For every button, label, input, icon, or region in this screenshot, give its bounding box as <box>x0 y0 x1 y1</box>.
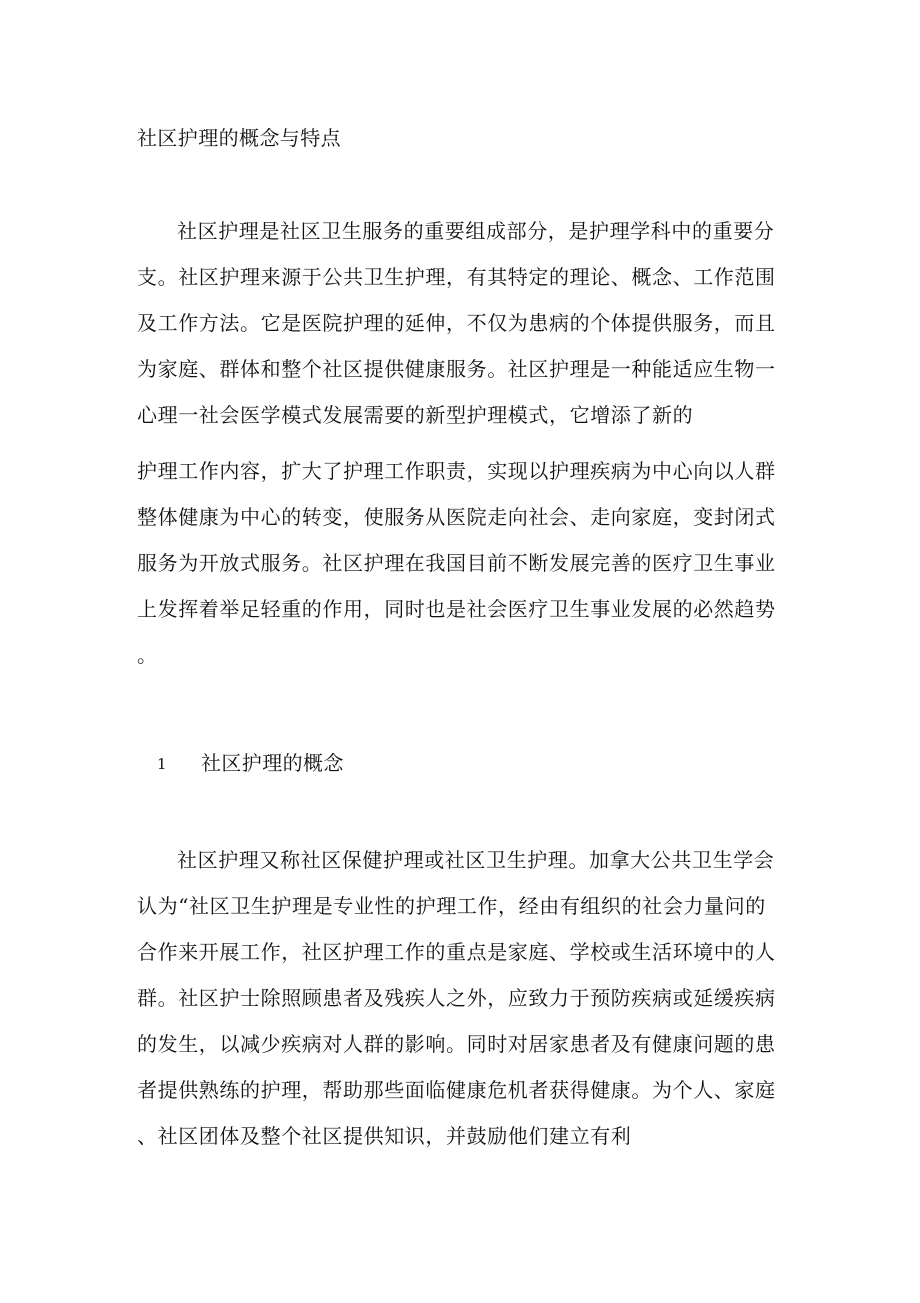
section-title: 社区护理的概念 <box>201 751 344 775</box>
intro-line: 为家庭、群体和整个社区提供健康服务。社区护理是一种能适应生物一 <box>137 357 776 381</box>
section-line: 的发生，以减少疾病对人群的影响。同时对居家患者及有健康问题的患 <box>137 1032 776 1056</box>
intro-line: 整体健康为中心的转变，使服务从医院走向社会、走向家庭，变封闭式 <box>137 505 776 529</box>
intro-line: 。 <box>137 643 158 667</box>
document-title: 社区护理的概念与特点 <box>137 126 341 150</box>
section-line: 社区护理又称社区保健护理或社区卫生护理。加拿大公共卫生学会 <box>177 848 775 872</box>
section-line: 者提供熟练的护理，帮助那些面临健康危机者获得健康。为个人、家庭 <box>137 1078 776 1102</box>
section-line: 合作来开展工作，社区护理工作的重点是家庭、学校或生活环境中的人 <box>137 940 776 964</box>
intro-line: 心理一社会医学模式发展需要的新型护理模式，它增添了新的 <box>137 403 694 427</box>
intro-line: 支。社区护理来源于公共卫生护理，有其特定的理论、概念、工作范围 <box>137 265 776 289</box>
section-line: 认为“社区卫生护理是专业性的护理工作，经由有组织的社会力量问的 <box>137 894 766 918</box>
intro-line: 服务为开放式服务。社区护理在我国目前不断发展完善的医疗卫生事业 <box>137 551 776 575</box>
intro-line: 及工作方法。它是医院护理的延伸，不仅为患病的个体提供服务，而且 <box>137 311 776 335</box>
section-line: 、社区团体及整个社区提供知识，并鼓励他们建立有利 <box>137 1124 632 1148</box>
section-line: 群。社区护士除照顾患者及残疾人之外，应致力于预防疾病或延缓疾病 <box>137 986 776 1010</box>
intro-line: 上发挥着举足轻重的作用，同时也是社会医疗卫生事业发展的必然趋势 <box>137 597 776 621</box>
intro-line: 护理工作内容，扩大了护理工作职责，实现以护理疾病为中心向以人群 <box>137 459 776 483</box>
intro-line: 社区护理是社区卫生服务的重要组成部分，是护理学科中的重要分 <box>177 219 775 243</box>
section-number: 1 <box>157 755 167 773</box>
